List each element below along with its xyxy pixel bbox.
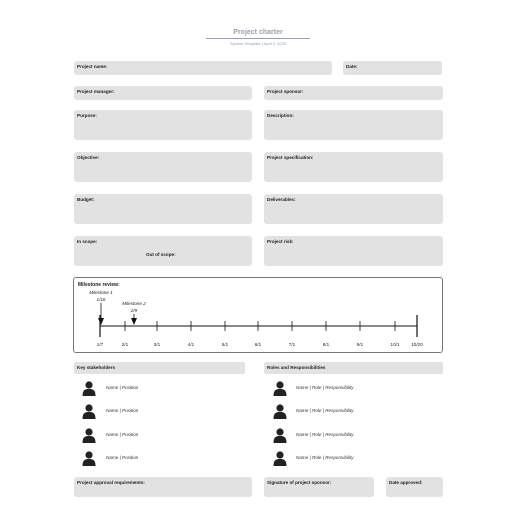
timeline-tick-label: 3/1 (153, 342, 161, 347)
timeline-tick-label: 10/1 (390, 342, 400, 347)
timeline-tick-label: 6/1 (254, 342, 262, 347)
milestone-date: 1/16 (96, 297, 106, 302)
person-icon (82, 428, 96, 443)
stakeholder-entry: Name | Position (106, 408, 139, 413)
milestone-date: 2/9 (130, 308, 138, 313)
timeline-tick-label: 1/7 (96, 342, 104, 347)
project-name-field[interactable] (74, 61, 332, 75)
description-label: Description: (267, 113, 294, 118)
project-name-label: Project name: (77, 64, 108, 69)
roles-label: Roles and Responsibilities (267, 365, 326, 370)
key-stakeholders-header (74, 362, 245, 374)
project-risk-label: Project risk: (267, 239, 294, 244)
milestone-name: Milestone 2 (122, 301, 146, 306)
scope-field[interactable] (74, 236, 252, 266)
description-field[interactable] (264, 110, 443, 140)
approval-requirements-label: Project approval requirements: (77, 480, 145, 485)
objective-label: Objective: (77, 155, 100, 160)
objective-field[interactable] (74, 152, 252, 182)
deliverables-label: Deliverables: (267, 197, 296, 202)
budget-field[interactable] (74, 194, 252, 224)
project-specification-field[interactable] (264, 152, 443, 182)
purpose-label: Purpose: (77, 113, 97, 118)
roles-header (264, 362, 443, 374)
timeline-tick-label: 7/1 (288, 342, 296, 347)
milestone-name: Milestone 1 (89, 290, 113, 295)
in-scope-label: In scope: (77, 239, 98, 244)
timeline-tick-label: 4/1 (187, 342, 195, 347)
role-entry: Name | Role | Responsibility (296, 385, 354, 390)
role-entry: Name | Role | Responsibility (296, 432, 354, 437)
purpose-field[interactable] (74, 110, 252, 140)
milestone-review-panel (73, 277, 443, 353)
budget-label: Budget: (77, 197, 95, 202)
person-icon (273, 451, 287, 466)
title-underline (206, 38, 310, 39)
out-of-scope-label: Out of scope: (146, 252, 176, 257)
role-entry: Name | Role | Responsibility (296, 455, 354, 460)
stakeholder-entry: Name | Position (106, 385, 139, 390)
person-icon (273, 404, 287, 419)
page-subtitle: System Template | April 2, 2020 (229, 41, 287, 46)
timeline-tick-label: 8/1 (322, 342, 330, 347)
date-field[interactable] (343, 61, 442, 75)
date-approved-label: Date approved: (389, 480, 423, 485)
stakeholder-entry: Name | Position (106, 432, 139, 437)
sponsor-signature-label: Signature of project sponsor: (267, 480, 332, 485)
page-title: Project charter (233, 29, 283, 36)
timeline-tick-label: 2/1 (121, 342, 129, 347)
date-label: Date: (346, 64, 358, 69)
milestone-review-label: Milestone review: (78, 282, 120, 288)
timeline-tick-label: 10/20 (411, 342, 423, 347)
sponsor-signature-field[interactable] (264, 477, 374, 497)
timeline-tick-label: 9/1 (356, 342, 364, 347)
timeline-tick-label: 5/1 (221, 342, 229, 347)
person-icon (273, 381, 287, 396)
deliverables-field[interactable] (264, 194, 443, 224)
role-entry: Name | Role | Responsibility (296, 408, 354, 413)
person-icon (273, 428, 287, 443)
project-sponsor-label: Project sponsor: (267, 89, 304, 94)
stakeholder-entry: Name | Position (106, 455, 139, 460)
key-stakeholders-label: Key stakeholders (77, 365, 116, 370)
person-icon (82, 381, 96, 396)
project-risk-field[interactable] (264, 236, 443, 266)
project-manager-label: Project manager: (77, 89, 115, 94)
project-manager-field[interactable] (74, 86, 252, 100)
approval-requirements-field[interactable] (74, 477, 252, 497)
project-specification-label: Project specification: (267, 155, 314, 160)
project-sponsor-field[interactable] (264, 86, 443, 100)
person-icon (82, 404, 96, 419)
person-icon (82, 451, 96, 466)
date-approved-field[interactable] (386, 477, 443, 497)
